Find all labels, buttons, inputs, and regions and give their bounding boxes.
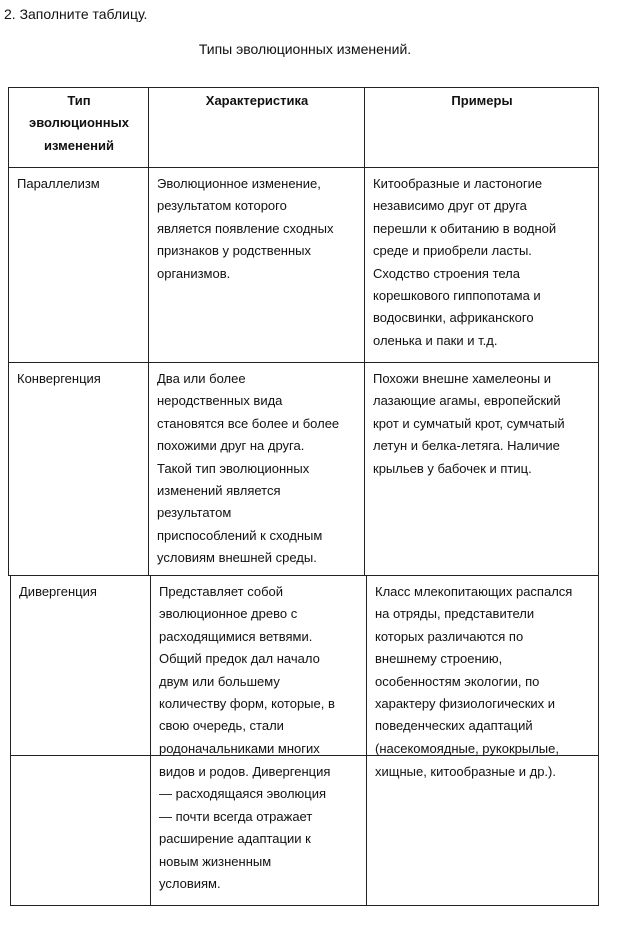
header-line: изменений [44,137,114,153]
cell-line: Похожи внешне хамелеоны и [373,371,551,386]
table-title: Типы эволюционных изменений. [198,41,412,57]
cell-type [9,168,149,362]
cell-examples [367,756,598,905]
table-row [8,167,599,363]
cell-line: среде и приобрели ласты. [373,243,532,259]
cell-line: результатом [157,505,232,521]
cell-line: — почти всегда отражает [159,808,313,824]
cell-line: независимо друг от друга [373,198,527,214]
cell-line: Такой тип эволюционных [157,460,310,476]
task-heading: 2. Заполните таблицу. [4,6,148,22]
cell-line: становятся все более и более [157,415,340,431]
cell-examples [367,576,598,755]
cell-line: крыльев у бабочек и птиц. [373,460,532,476]
cell-examples [365,363,598,575]
cell-line: результатом которого [157,198,287,214]
cell-line: условиям внешней среды. [157,550,317,566]
cell-line: двум или большему [159,673,280,689]
cell-characteristic [151,576,367,755]
cell-line: — расходящаяся эволюция [159,786,327,802]
header-examples [365,88,598,167]
cell-line: на отряды, представители [375,606,535,622]
cell-type [11,756,151,905]
cell-line: которых различаются по [375,628,524,644]
cell-line: особенностям экологии, по [375,673,540,689]
cell-line: признаков у родственных [157,243,312,259]
header-type [9,88,149,167]
header-line: Тип [67,93,91,108]
cell-line: Параллелизм [17,176,100,191]
cell-type [9,363,149,575]
cell-line: Китообразные и ластоногие [373,176,543,191]
cell-line: Эволюционное изменение, [157,176,321,191]
cell-line: Представляет собой [159,584,284,599]
cell-line: лазающие агамы, европейский [373,393,561,409]
header-line: Примеры [451,93,513,108]
table-row [8,362,599,576]
cell-line: эволюционное древо с [159,606,298,622]
cell-line: характеру физиологических и [375,696,556,712]
cell-line: внешнему строению, [375,651,503,667]
cell-line: количеству форм, которые, в [159,696,335,712]
cell-line: условиям. [159,876,221,892]
cell-line: организмов. [157,265,231,281]
cell-line: (насекомоядные, рукокрылые, [375,740,559,756]
cell-line: Общий предок дал начало [159,651,320,667]
cell-line: новым жизненным [159,853,272,869]
cell-line: изменений является [157,483,281,499]
cell-line: расширение адаптации к [159,831,311,847]
cell-line: корешкового гиппопотама и [373,288,541,304]
cell-line: летун и белка-летяга. Наличие [373,438,560,454]
cell-examples [365,168,598,362]
header-characteristic [149,88,365,167]
cell-line: свою очередь, стали [159,718,284,734]
cell-line: оленька и паки и т.д. [373,332,498,348]
cell-line: Класс млекопитающих распался [375,584,573,599]
cell-line: Два или более [157,371,246,386]
table-row [10,755,599,906]
header-line: эволюционных [29,115,129,131]
cell-line: Конвергенция [17,371,101,386]
header-line: Характеристика [205,93,309,108]
table-header-row [8,87,599,168]
cell-line: родоначальниками многих [159,740,320,756]
cell-line: перешли к обитанию в водной [373,220,557,236]
cell-line: хищные, китообразные и др.). [375,764,556,779]
cell-type [11,576,151,755]
cell-line: Дивергенция [19,584,97,599]
cell-line: приспособлений к сходным [157,527,323,543]
cell-line: видов и родов. Дивергенция [159,764,331,779]
cell-characteristic [151,756,367,905]
cell-line: неродственных вида [157,393,283,409]
table-row [10,575,599,756]
cell-characteristic [149,363,365,575]
cell-line: расходящимися ветвями. [159,628,313,644]
cell-line: Сходство строения тела [373,265,520,281]
cell-line: поведенческих адаптаций [375,718,533,734]
cell-line: водосвинки, африканского [373,310,534,326]
cell-line: крот и сумчатый крот, сумчатый [373,415,565,431]
cell-line: является появление сходных [157,220,334,236]
cell-line: похожими друг на друга. [157,438,305,454]
cell-characteristic [149,168,365,362]
